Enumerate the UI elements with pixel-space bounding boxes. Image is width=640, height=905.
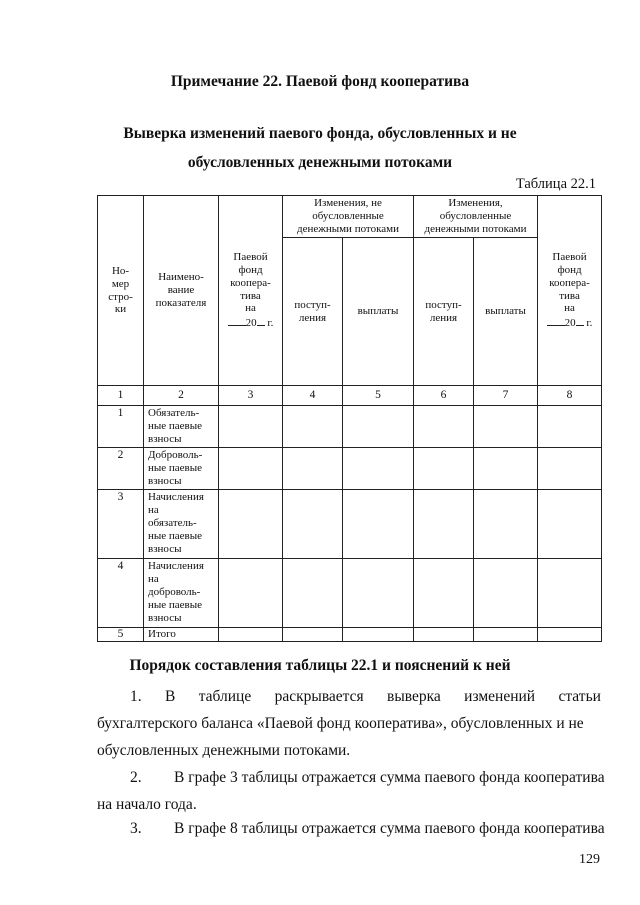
- paragraph-3-first-line: [97, 815, 605, 842]
- data-cell: [474, 489, 538, 558]
- column-number: 4: [283, 386, 343, 406]
- header-receipts-non-cash: поступ- ления: [283, 238, 343, 386]
- data-cell: [283, 558, 343, 627]
- row-indicator-name: Доброволь- ные паевые взносы: [144, 448, 219, 490]
- data-cell: [474, 448, 538, 490]
- word: статьи: [558, 688, 601, 705]
- word: таблице: [198, 688, 252, 705]
- row-number: 5: [98, 627, 144, 641]
- column-number-row: [98, 386, 602, 406]
- word: раскрывается: [274, 688, 364, 705]
- data-cell: [538, 448, 602, 490]
- data-cell: [283, 448, 343, 490]
- data-cell: [414, 406, 474, 448]
- table-title-line-1: Выверка изменений паевого фонда, обусловленных и не: [123, 125, 517, 142]
- paragraph-line: на начало года.: [97, 796, 197, 813]
- paragraph-2-first-line: [97, 764, 605, 791]
- data-cell: [283, 627, 343, 641]
- row-indicator-name: Итого: [144, 627, 219, 641]
- column-number: 6: [414, 386, 474, 406]
- data-cell: [219, 558, 283, 627]
- paragraph-1-first-line: [97, 683, 601, 710]
- column-number: 2: [144, 386, 219, 406]
- table-row: [98, 406, 602, 448]
- column-number: 7: [474, 386, 538, 406]
- note-title: Примечание 22. Паевой фонд кооператива: [170, 73, 470, 90]
- word: изменений: [464, 688, 536, 705]
- column-number: 5: [343, 386, 414, 406]
- data-cell: [283, 489, 343, 558]
- data-cell: [474, 558, 538, 627]
- data-cell: [343, 489, 414, 558]
- table-row: [98, 448, 602, 490]
- paragraph-3: [97, 815, 605, 842]
- header-receipts-cash: поступ- ления: [414, 238, 474, 386]
- share-fund-table: [97, 195, 602, 642]
- word: выверка: [387, 688, 441, 705]
- row-number: 3: [98, 489, 144, 558]
- header-fund-end: Паевой фонд коопера- тива на 20 г.: [538, 196, 602, 386]
- column-number: 8: [538, 386, 602, 406]
- data-cell: [343, 448, 414, 490]
- paragraph-text: В графе 8 таблицы отражается сумма паевого фонда кооператива: [174, 820, 605, 837]
- data-cell: [414, 448, 474, 490]
- row-indicator-name: Обязатель- ные паевые взносы: [144, 406, 219, 448]
- table-title-line-2: обусловленных денежными потоками: [187, 154, 453, 171]
- data-cell: [343, 627, 414, 641]
- data-cell: [474, 627, 538, 641]
- paragraph-line: обусловленных денежными потоками.: [97, 742, 351, 759]
- data-cell: [414, 627, 474, 641]
- data-cell: [219, 448, 283, 490]
- list-number: 1.: [130, 688, 142, 705]
- table-caption: Таблица 22.1: [515, 176, 596, 192]
- header-group-cash: Изменения, обусловленные денежными потоками: [414, 196, 538, 238]
- word: В: [164, 688, 176, 705]
- table-row: [98, 489, 602, 558]
- data-cell: [538, 627, 602, 641]
- list-number: 2.: [130, 769, 142, 786]
- data-cell: [474, 406, 538, 448]
- header-row-number: Но- мер стро- ки: [98, 196, 144, 386]
- row-number: 2: [98, 448, 144, 490]
- data-cell: [219, 489, 283, 558]
- table-row-total: [98, 627, 602, 641]
- data-cell: [538, 558, 602, 627]
- row-indicator-name: Начисления на доброволь- ные паевые взносы: [144, 558, 219, 627]
- header-indicator-name: Наимено- вание показателя: [144, 196, 219, 386]
- list-number: 3.: [130, 820, 142, 837]
- procedure-title: Порядок составления таблицы 22.1 и пояснений к ней: [129, 657, 511, 674]
- header-fund-start: Паевой фонд коопера- тива на 20 г.: [219, 196, 283, 386]
- data-cell: [343, 406, 414, 448]
- column-number: 3: [219, 386, 283, 406]
- data-cell: [343, 558, 414, 627]
- paragraph-text: В графе 3 таблицы отражается сумма паевого фонда кооператива: [174, 769, 605, 786]
- data-cell: [414, 558, 474, 627]
- data-cell: [538, 406, 602, 448]
- paragraph-line: бухгалтерского баланса «Паевой фонд кооператива», обусловленных и не: [97, 715, 584, 732]
- data-cell: [219, 627, 283, 641]
- table-row: [98, 558, 602, 627]
- data-cell: [538, 489, 602, 558]
- row-indicator-name: Начисления на обязатель- ные паевые взносы: [144, 489, 219, 558]
- data-cell: [414, 489, 474, 558]
- data-cell: [283, 406, 343, 448]
- column-number: 1: [98, 386, 144, 406]
- paragraph-1: [97, 683, 601, 764]
- row-number: 4: [98, 558, 144, 627]
- header-payments-non-cash: выплаты: [343, 238, 414, 386]
- header-group-non-cash: Изменения, не обусловленные денежными потоками: [283, 196, 414, 238]
- page-number: 129: [579, 852, 600, 867]
- header-payments-cash: выплаты: [474, 238, 538, 386]
- paragraph-2: [97, 764, 605, 818]
- row-number: 1: [98, 406, 144, 448]
- data-cell: [219, 406, 283, 448]
